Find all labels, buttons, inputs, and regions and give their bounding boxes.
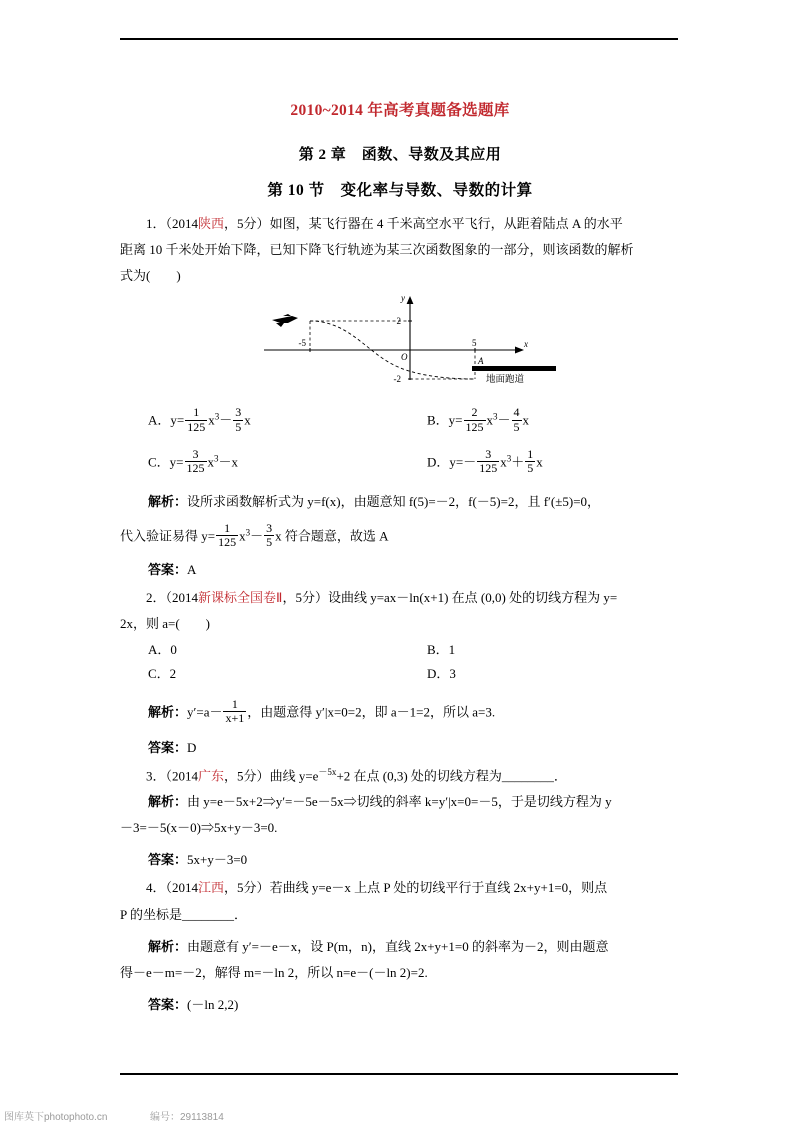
option-d-var: x — [500, 454, 507, 470]
document-body — [120, 212, 680, 1019]
problem-2-stem-line2: 2x，则 a=( ) — [120, 615, 211, 631]
problem-4-solution-line1: 解析：由题意有 y′=－e－x，设 P(m，n)，直线 2x+y+1=0 的斜率为－2，则由题意 — [148, 938, 609, 954]
problem-4-solution-line2: 得－e－m=－2，解得 m=－ln 2，所以 n=e－(－ln 2)=2. — [120, 964, 428, 980]
problem-3-solution-line1: 解析：由 y=e－5x+2⇒y′=－5e－5x⇒切线的斜率 k=y′|x=0=－5，于是切线方程为 y — [148, 794, 612, 810]
option-d-frac1: $\frac{3}{125}$ — [479, 447, 498, 476]
figure-tick-5: 5 — [472, 338, 477, 349]
problem-4-stem: 4．（2014江西，5分）若曲线 y=e－x 上点 P 处的切线平行于直线 2x+y+1=0，则点 — [146, 880, 608, 896]
problem-4-solution-label: 解析： — [148, 938, 188, 954]
problem-1-option-b — [401, 406, 680, 434]
problem-4-stem-line2: P 的坐标是________． — [120, 906, 247, 922]
option-c-text: y= — [169, 454, 184, 470]
option-a-sign: － — [219, 412, 233, 428]
option-a-frac2: $\frac{3}{5}$ — [235, 405, 242, 434]
problem-2-solution: 解析：y′=a－ $\frac{1}{x+1}$ ，由题意得 y′|x=0=2，即 a－1=2，所以 a=3. — [148, 697, 496, 726]
problem-1-number: 1． — [146, 216, 166, 231]
p1-sol-frac2: $\frac{3}{5}$ — [266, 520, 273, 550]
problem-1-solution-label: 解析： — [148, 493, 188, 509]
figure-runway-label: 地面跑道 — [486, 375, 525, 386]
problem-4-number: 4． — [146, 880, 166, 896]
option-c-label: C． — [148, 454, 170, 470]
problem-2-source: （2014 — [165, 589, 199, 605]
problem-1-stem-line2: 距离 10 千米处开始下降，已知下降飞行轨迹为某三次函数图象的一部分，则该函数的解析 — [120, 242, 634, 258]
option-c-pow: 3 — [214, 453, 219, 464]
option-a-frac1: $\frac{1}{125}$ — [187, 405, 206, 434]
option-c-frac1: $\frac{3}{125}$ — [186, 447, 205, 476]
problem-2-option-a: A．0 — [148, 641, 177, 657]
problem-4-answer-value: (－ln 2,2) — [187, 996, 239, 1012]
page-title: 2010~2014 年高考真题备选题库 — [290, 102, 510, 119]
problem-1-answer-value: A — [187, 561, 197, 577]
problem-2-answer-label: 答案： — [148, 739, 188, 755]
problem-4-source-tag: 江西 — [198, 880, 225, 896]
problem-3-number: 3． — [146, 768, 166, 784]
problem-1-stem-line1: 如图，某飞行器在 4 千米高空水平飞行，从距着陆点 A 的水平 — [269, 216, 623, 231]
p1-sol-frac1: $\frac{1}{125}$ — [218, 520, 237, 550]
plane-icon — [272, 314, 298, 327]
problem-2-stem — [120, 586, 680, 610]
chapter-title: 第 2 章 函数、导数及其应用 — [298, 147, 502, 163]
problem-2-source-tag: 新课标全国卷Ⅱ — [198, 589, 283, 605]
figure-tick-neg5: -5 — [298, 338, 306, 349]
figure-origin-label: O — [401, 352, 408, 363]
problem-4-source-rest: ，5分） — [224, 880, 270, 896]
option-b-frac2: $\frac{4}{5}$ — [513, 405, 520, 434]
problem-1-solution-line1: 解析：设所求函数解析式为 y=f(x)，由题意知 f(5)=－2，f(－5)=2，且 f′(±5)=0， — [148, 493, 601, 509]
figure-point-a: A — [478, 356, 484, 367]
watermark-id: 编号：29113814 — [150, 1112, 224, 1123]
problem-4-answer-label: 答案： — [148, 996, 188, 1012]
option-d-pow: 3 — [506, 453, 512, 464]
problem-3-solution-label: 解析： — [148, 794, 188, 810]
p2-sol-frac: $\frac{1}{x+1}$ — [225, 697, 245, 726]
option-b-tail: x — [522, 412, 530, 428]
problem-1-source: （2014 — [165, 216, 199, 231]
bottom-rule — [120, 1073, 678, 1075]
option-c-var: x — [207, 454, 215, 470]
problem-3-source: （2014 — [165, 768, 199, 784]
option-c-sign: － — [218, 454, 232, 470]
problem-2-option-b: B．1 — [427, 641, 456, 657]
problem-3-answer-label: 答案： — [148, 852, 188, 868]
option-a-var: x — [208, 412, 215, 428]
option-a-label: A． — [148, 412, 171, 428]
problem-1-option-a — [120, 406, 401, 434]
option-d-label: D． — [427, 454, 450, 470]
problem-2-answer-value: D — [187, 739, 197, 755]
option-b-sign: － — [497, 412, 511, 428]
option-b-var: x — [486, 412, 494, 428]
option-d-sign: ＋ — [511, 454, 525, 470]
figure-tick-neg2: -2 — [393, 374, 401, 385]
problem-2-number: 2． — [146, 589, 166, 605]
problem-2-answer — [120, 736, 680, 760]
option-a-tail: x — [244, 412, 251, 428]
problem-1-answer — [120, 558, 680, 582]
figure-tick-2: 2 — [396, 316, 401, 327]
problem-1-options-row-1 — [120, 406, 680, 434]
problem-4-source: （2014 — [165, 880, 199, 896]
problem-1-stem — [120, 212, 680, 236]
option-d-frac2: $\frac{1}{5}$ — [527, 447, 534, 476]
problem-1-option-c — [120, 448, 401, 476]
option-c-tail: x — [231, 454, 239, 470]
watermark-site: 图库英下photophoto.cn — [4, 1112, 108, 1123]
option-b-frac1: $\frac{2}{125}$ — [465, 405, 484, 434]
problem-3-source-tag: 广东 — [198, 768, 225, 784]
option-a-pow: 3 — [214, 411, 220, 422]
problem-1-option-d — [401, 448, 680, 476]
top-rule — [120, 38, 678, 40]
problem-1-options-row-2 — [120, 448, 680, 476]
section-title: 第 10 节 变化率与导数、导数的计算 — [267, 182, 533, 199]
problem-2-options-row-1 — [120, 638, 680, 662]
problem-1-answer-label: 答案： — [148, 561, 188, 577]
problem-2-option-d: D．3 — [427, 666, 456, 681]
problem-1-source-tag: 陕西 — [198, 216, 225, 231]
problem-1-source-rest: ，5分） — [224, 216, 270, 231]
problem-3-answer — [120, 848, 680, 872]
problem-2-source-rest: ，5分） — [282, 589, 328, 605]
problem-3-source-rest: ，5分） — [224, 768, 270, 784]
problem-4-answer — [120, 993, 680, 1017]
option-b-label: B． — [427, 412, 449, 428]
problem-2-option-c: C．2 — [148, 666, 177, 681]
option-d-text: y=－ — [449, 454, 477, 470]
option-b-text: y= — [448, 412, 463, 428]
problem-2-stem-line1: 设曲线 y=ax－ln(x+1) 在点 (0,0) 处的切线方程为 y= — [327, 589, 618, 605]
problem-3-solution-line2: －3=－5(x－0)⇒5x+y－3=0. — [120, 820, 278, 836]
problem-3-stem: 3．（2014广东，5分）曲线 $y=e^{-5x}+2$ 在点 (0,3) 处的切线方程为________． — [146, 766, 567, 784]
figure-flight-path — [120, 294, 680, 402]
figure-svg — [120, 294, 680, 402]
problem-2-options-row-2 — [120, 662, 680, 686]
option-b-pow: 3 — [493, 411, 498, 422]
option-d-tail: x — [536, 454, 543, 470]
figure-y-label: y — [401, 294, 405, 304]
problem-3-answer-value: 5x+y－3=0 — [187, 852, 248, 868]
figure-x-label: x — [524, 339, 528, 350]
problem-2-solution-label: 解析： — [148, 704, 188, 720]
problem-1-solution-line2: 代入验证易得 y= $\frac{1}{125}$ $x^3-$ $\frac{3}{5}$ x 符合题意，故选 A — [120, 520, 389, 550]
problem-1-stem-line3: 式为( ) — [120, 268, 181, 284]
option-a-text: y= — [170, 412, 185, 428]
